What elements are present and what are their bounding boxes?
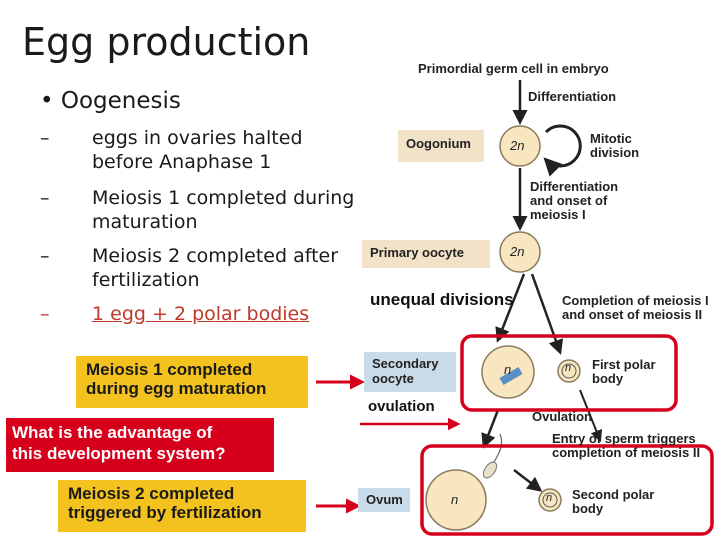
dash: –: [40, 245, 50, 267]
ploidy-primary: 2n: [510, 244, 525, 259]
callout-line: triggered by fertilization: [68, 503, 262, 522]
label-ovulation: Ovulation: [532, 409, 592, 424]
tag-primary-oocyte: Primary oocyte: [362, 240, 490, 268]
label-line: body: [592, 371, 624, 386]
label-line: Secondary: [372, 356, 439, 371]
label-line: Second polar: [572, 487, 655, 502]
dash: –: [40, 127, 50, 149]
ploidy-oogonium: 2n: [510, 138, 525, 153]
ploidy-secondary: n: [504, 362, 512, 377]
label-line: First polar: [592, 357, 656, 372]
tag-ovum: Ovum: [358, 488, 410, 512]
label-first-polar: [592, 358, 656, 386]
label-unequal-divisions: unequal divisions: [370, 290, 514, 309]
bullet-oogenesis: • Oogenesis: [40, 88, 181, 114]
sub-text: before Anaphase 1: [92, 151, 272, 173]
sperm-tail-icon: [494, 434, 502, 462]
label-second-polar: [572, 488, 654, 516]
sub-text: maturation: [92, 211, 198, 233]
label-line: meiosis I: [530, 207, 586, 222]
label-line: completion of meiosis II: [552, 445, 701, 460]
arrow-to-polar2: [514, 470, 540, 490]
slide-title: Egg production: [22, 20, 311, 64]
label-ovulation-lower: ovulation: [368, 398, 435, 415]
ploidy-ovum: n: [451, 492, 459, 507]
label-line: body: [572, 501, 604, 516]
sub-text: fertilization: [92, 269, 200, 291]
tag-oogonium: Oogonium: [398, 130, 484, 162]
dash: –: [40, 303, 50, 325]
arrow-ovulation: [484, 410, 498, 446]
ploidy-polar2: n: [546, 492, 553, 504]
sub-text: Meiosis 1 completed during: [92, 187, 355, 209]
ploidy-polar1: n: [565, 362, 572, 374]
label-line: and onset of meiosis II: [562, 307, 703, 322]
mitotic-cycle-arrow: [546, 126, 580, 166]
callout-line: Meiosis 2 completed: [68, 484, 235, 503]
callout-line: this development system?: [12, 444, 226, 463]
label-line: oocyte: [372, 371, 414, 386]
label-line: Differentiation: [530, 179, 619, 194]
sub-text: eggs in ovaries halted: [92, 127, 303, 149]
label-diff-onset: [530, 180, 618, 222]
label-line: division: [590, 145, 640, 160]
label-line: and onset of: [530, 193, 608, 208]
label-line: Mitotic: [590, 131, 632, 146]
sub-text: Meiosis 2 completed after: [92, 245, 339, 267]
label-line: Entry of sperm triggers: [552, 431, 696, 446]
label-line: Completion of meiosis I: [562, 293, 709, 308]
label-differentiation: Differentiation: [528, 89, 617, 104]
sub-text: 1 egg + 2 polar bodies: [92, 303, 310, 325]
label-mitotic: [590, 132, 639, 160]
arrow-to-polar1: [532, 274, 560, 352]
label-completion-meiosis1: [562, 294, 709, 322]
sperm-head-icon: [481, 460, 500, 480]
label-primordial: Primordial germ cell in embryo: [418, 61, 609, 76]
label-sperm-entry: [552, 432, 700, 460]
callout-line: What is the advantage of: [12, 423, 213, 442]
tag-secondary-oocyte: [364, 352, 456, 392]
dash: –: [40, 187, 50, 209]
callout-line: Meiosis 1 completed: [86, 360, 253, 379]
callout-line: during egg maturation: [86, 379, 267, 398]
